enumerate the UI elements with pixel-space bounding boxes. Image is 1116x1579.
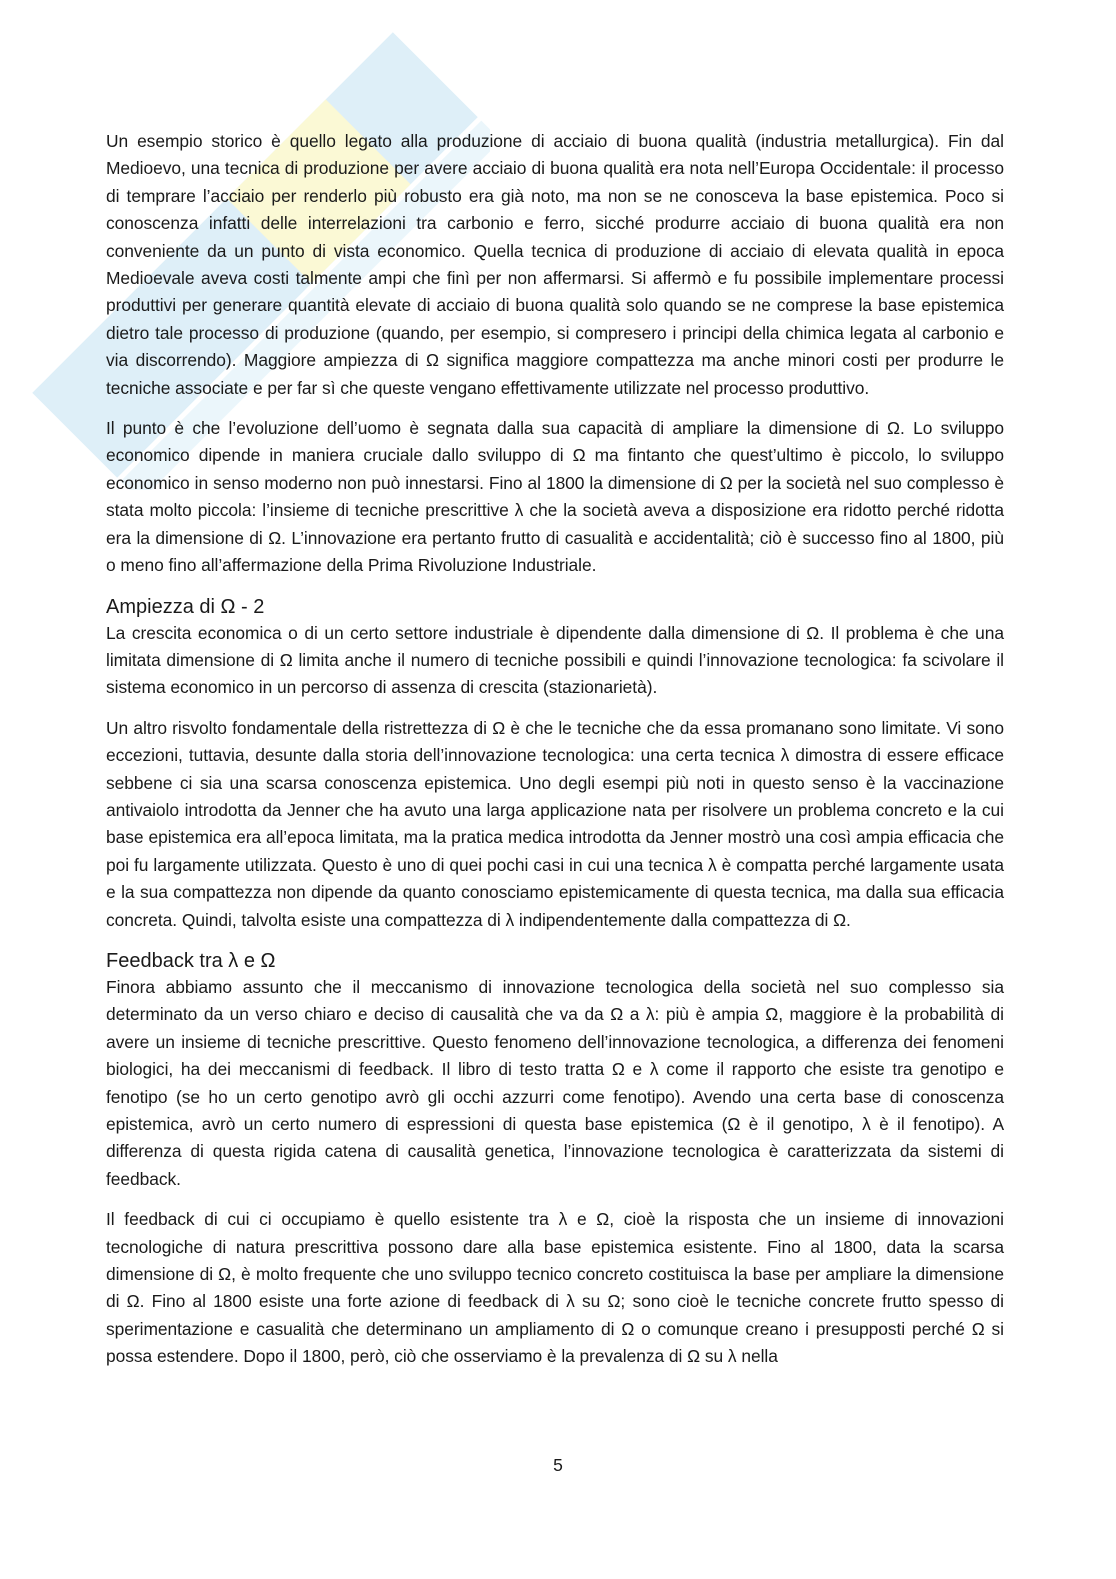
paragraph-economic-growth: La crescita economica o di un certo settore industriale è dipendente dalla dimensione di Ω. Il problema è che una limitata dimensione di Ω limita anche il numero di tecniche possibili e quindi l’innovazione tecnologica: fa scivolare il sistema economico in un percorso di assenza di crescita (stazionarietà). (106, 622, 1004, 698)
heading-feedback: Feedback tra λ e Ω (106, 949, 276, 972)
paragraph-human-evolution: Il punto è che l’evoluzione dell’uomo è segnata dalla sua capacità di ampliare la dimensione di Ω. Lo sviluppo economico dipende in maniera cruciale dallo sviluppo di Ω ma fintanto che quest’ultimo è piccolo, lo sviluppo economico in senso moderno non può innestarsi. Fino al 1800 la dimensione di Ω per la società nel suo complesso è stata molto piccola: l’insieme di tecniche prescrittive λ che la società aveva a disposizione era ridotto perché ridotta era la dimensione di Ω. L’innovazione era pertanto frutto di casualità e accidentalità; ciò è successo fino al 1800, più o meno fino all’affermazione della Prima Rivoluzione Industriale. (106, 418, 1004, 576)
paragraph-jenner-vaccination: Un altro risvolto fondamentale della ristrettezza di Ω è che le tecniche che da essa promanano sono limitate. Vi sono eccezioni, tuttavia, desunte dalla storia dell’innovazione tecnologica: una certa tecnica λ dimostra di essere efficace sebbene ci sia una scarsa conoscenza epistemica. Uno degli esempi più noti in questo senso è la vaccinazione antivaiolo introdotta da Jenner che ha avuto una larga applicazione nata per risolvere un problema concreto e la cui base epistemica era all’epoca limitata, ma la pratica medica introdotta da Jenner mostrò una così ampia efficacia che poi fu largamente utilizzata. Questo è uno di quei pochi casi in cui una tecnica λ è compatta perché largamente usata e la sua compattezza non dipende da quanto conosciamo epistemicamente di questa tecnica, ma dalla sua efficacia concreta. Quindi, talvolta esiste una compattezza di λ indipendentemente dalla compattezza di Ω. (106, 717, 1004, 930)
paragraph-steel-example: Un esempio storico è quello legato alla produzione di acciaio di buona qualità (industria metallurgica). Fin dal Medioevo, una tecnica di produzione per avere acciaio di buona qualità era nota nell’Europa Occidentale: il processo di temprare l’acciaio per renderlo più robusto era già noto, ma non se ne conosceva la base epistemica. Poco si conoscenza infatti delle interrelazioni tra carbonio e ferro, sicché produrre acciaio di buona qualità era non conveniente da un punto di vista economico. Quella tecnica di produzione di acciaio di elevata qualità in epoca Medioevale aveva costi talmente ampi che finì per non affermarsi. Si affermò e fu possibile implementare processi produttivi per generare quantità elevate di acciaio di buona qualità solo quando se ne comprese la base epistemica dietro tale processo di produzione (quando, per esempio, si compresero i principi della chimica legata al carbonio e via discorrendo). Maggiore ampiezza di Ω significa maggiore compattezza ma anche minori costi per produrre le tecniche associate e per far sì che queste vengano effettivamente utilizzate nel processo produttivo. (106, 131, 1004, 398)
paragraph-causality: Finora abbiamo assunto che il meccanismo di innovazione tecnologica della società nel suo complesso sia determinato da un verso chiaro e deciso di causalità che va da Ω a λ: più è ampia Ω, maggiore è la probabilità di avere un insieme di tecniche prescrittive. Questo fenomeno dell’innovazione tecnologica, a differenza dei fenomeni biologici, ha dei meccanismi di feedback. Il libro di testo tratta Ω e λ come il rapporto che esiste tra genotipo e fenotipo (se ho un certo genotipo avrò gli occhi azzurri come fenotipo). Avendo una certa base di conoscenza epistemica, avrò un certo numero di espressioni di questa base epistemica (Ω è il genotipo, λ è il fenotipo). A differenza di questa rigida catena di causalità genetica, l’innovazione tecnologica è caratterizzata da sistemi di feedback. (106, 976, 1004, 1189)
heading-ampiezza: Ampiezza di Ω - 2 (106, 595, 265, 618)
page-number: 5 (553, 1455, 563, 1475)
paragraph-feedback-lambda-omega: Il feedback di cui ci occupiamo è quello esistente tra λ e Ω, cioè la risposta che un insieme di innovazioni tecnologiche di natura prescrittiva possono dare alla base epistemica esistente. Fino al 1800, data la scarsa dimensione di Ω, è molto frequente che uno sviluppo tecnico concreto costituisca la base per ampliare la dimensione di Ω. Fino al 1800 esiste una forte azione di feedback di λ su Ω; sono cioè le tecniche concrete frutto spesso di sperimentazione e casualità che determinano un ampliamento di Ω o comunque creano i presupposti perché Ω si possa estendere. Dopo il 1800, però, ciò che osserviamo è la prevalenza di Ω su λ nella (106, 1209, 1004, 1367)
document-body (106, 128, 1004, 1384)
